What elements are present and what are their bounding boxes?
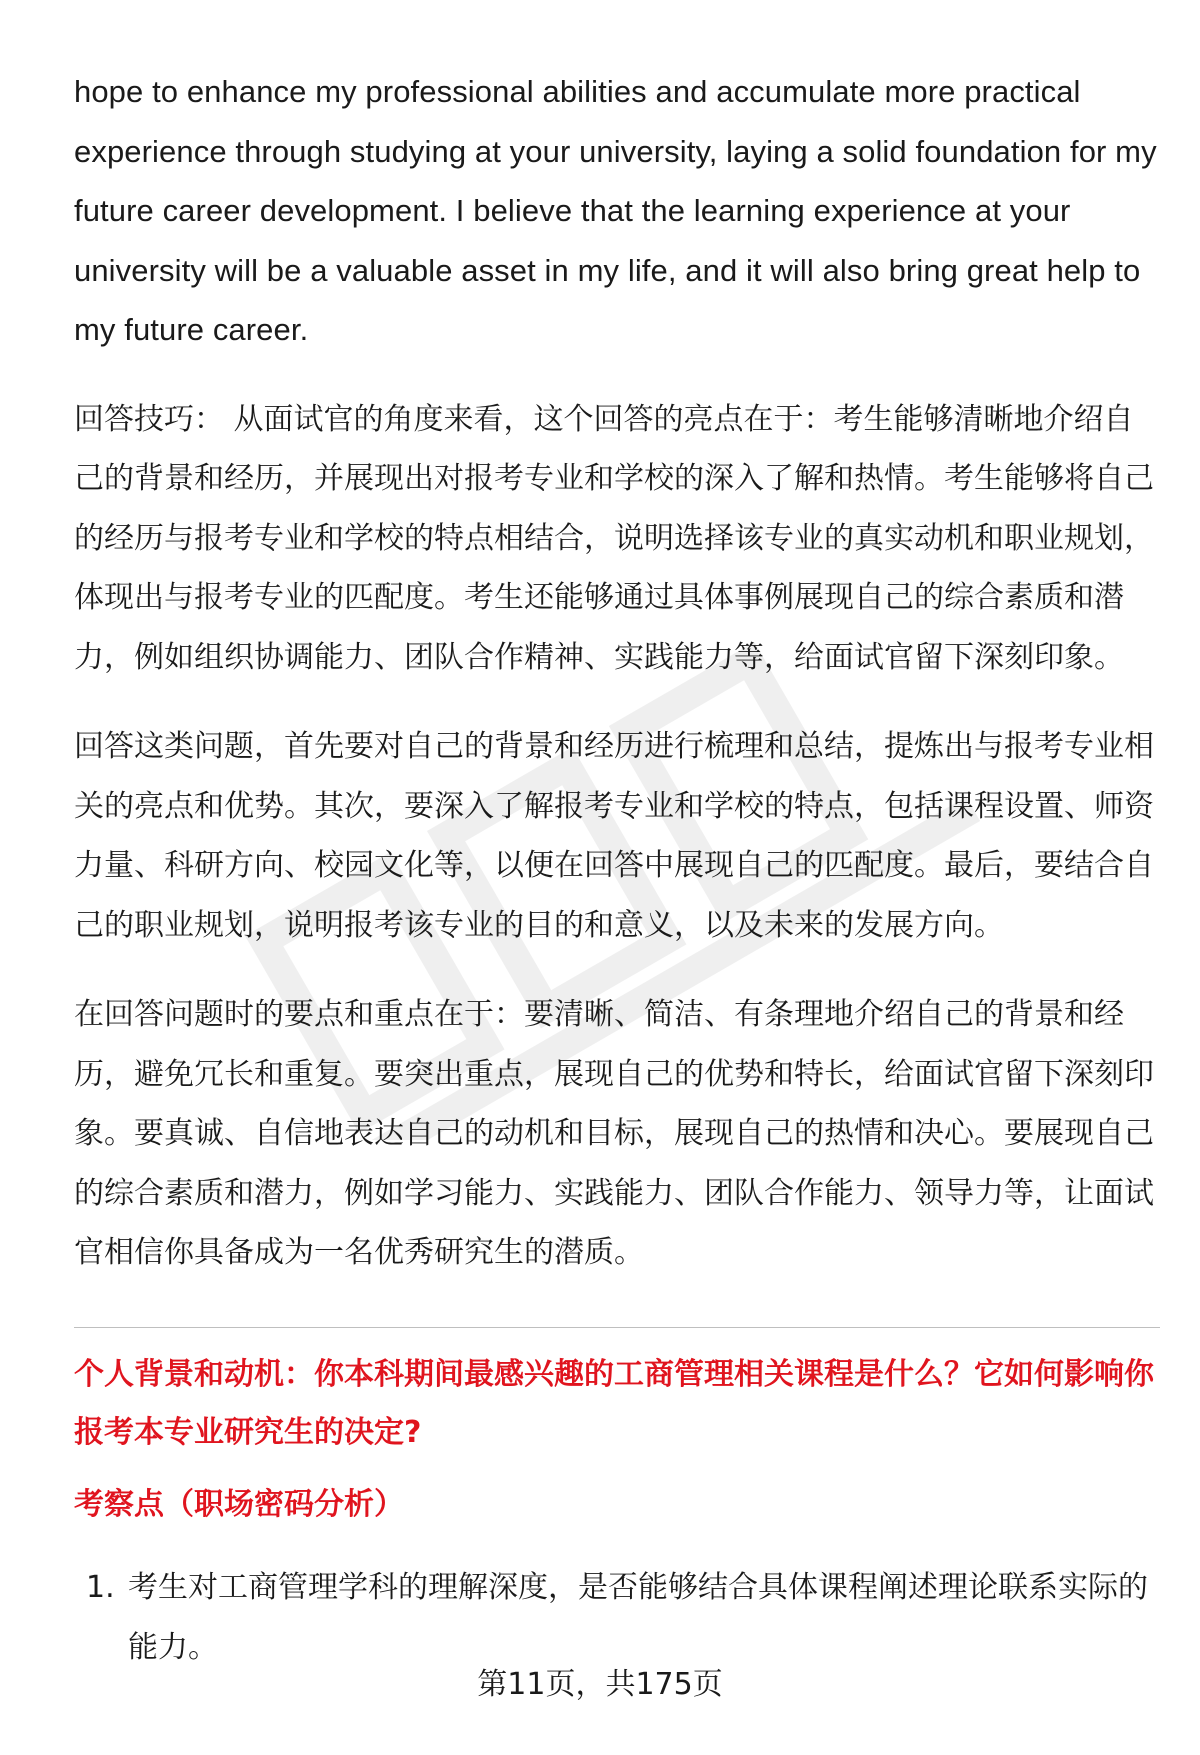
list-item-number: 1. xyxy=(86,1569,115,1605)
section-divider xyxy=(74,1327,1160,1328)
paragraph-answer-tips: 回答技巧： 从面试官的角度来看，这个回答的亮点在于：考生能够清晰地介绍自己的背景和经历，并展现出对报考专业和学校的深入了解和热情。考生能够将自己的经历与报考专业和学校的特点相结合，说明选择该专业的真实动机和职业规划，体现出与报考专业的匹配度。考生还能够通过具体事例展现自己的综合素质和潜力，例如组织协调能力、团队合作精神、实践能力等，给面试官留下深刻印象。 xyxy=(74,401,1154,675)
paragraph-answer-keypoints: 在回答问题时的要点和重点在于：要清晰、简洁、有条理地介绍自己的背景和经历，避免冗长和重复。要突出重点，展现自己的优势和特长，给面试官留下深刻印象。要真诚、自信地表达自己的动机和目标，展现自己的热情和决心。要展现自己的综合素质和潜力，例如学习能力、实践能力、团队合作能力、领导力等，让面试官相信你具备成为一名优秀研究生的潜质。 xyxy=(74,997,1154,1270)
section-heading: 考察点（职场密码分析） xyxy=(74,1486,404,1522)
list-item-text: 考生对工商管理学科的理解深度，是否能够结合具体课程阐述理论联系实际的能力。 xyxy=(128,1569,1148,1665)
page-content xyxy=(74,62,1160,1678)
question-heading: 个人背景和动机：你本科期间最感兴趣的工商管理相关课程是什么？它如何影响你报考本专业研究生的决定? xyxy=(74,1356,1154,1450)
list-item xyxy=(74,1558,1160,1678)
paragraph-answer-method: 回答这类问题，首先要对自己的背景和经历进行梳理和总结，提炼出与报考专业相关的亮点和优势。其次，要深入了解报考专业和学校的特点，包括课程设置、师资力量、科研方向、校园文化等，以便在回答中展现自己的匹配度。最后，要结合自己的职业规划，说明报考该专业的目的和意义，以及未来的发展方向。 xyxy=(74,729,1154,943)
paragraph-answer-continuation: hope to enhance my professional abilities and accumulate more practical experience through studying at your university, laying a solid foundation for my future career development. I believe that the learning experience at your university will be a valuable asset in my life, and it will also bring great help to my future career. xyxy=(74,74,1157,347)
page-number-footer: 第11页，共175页 xyxy=(477,1667,723,1702)
